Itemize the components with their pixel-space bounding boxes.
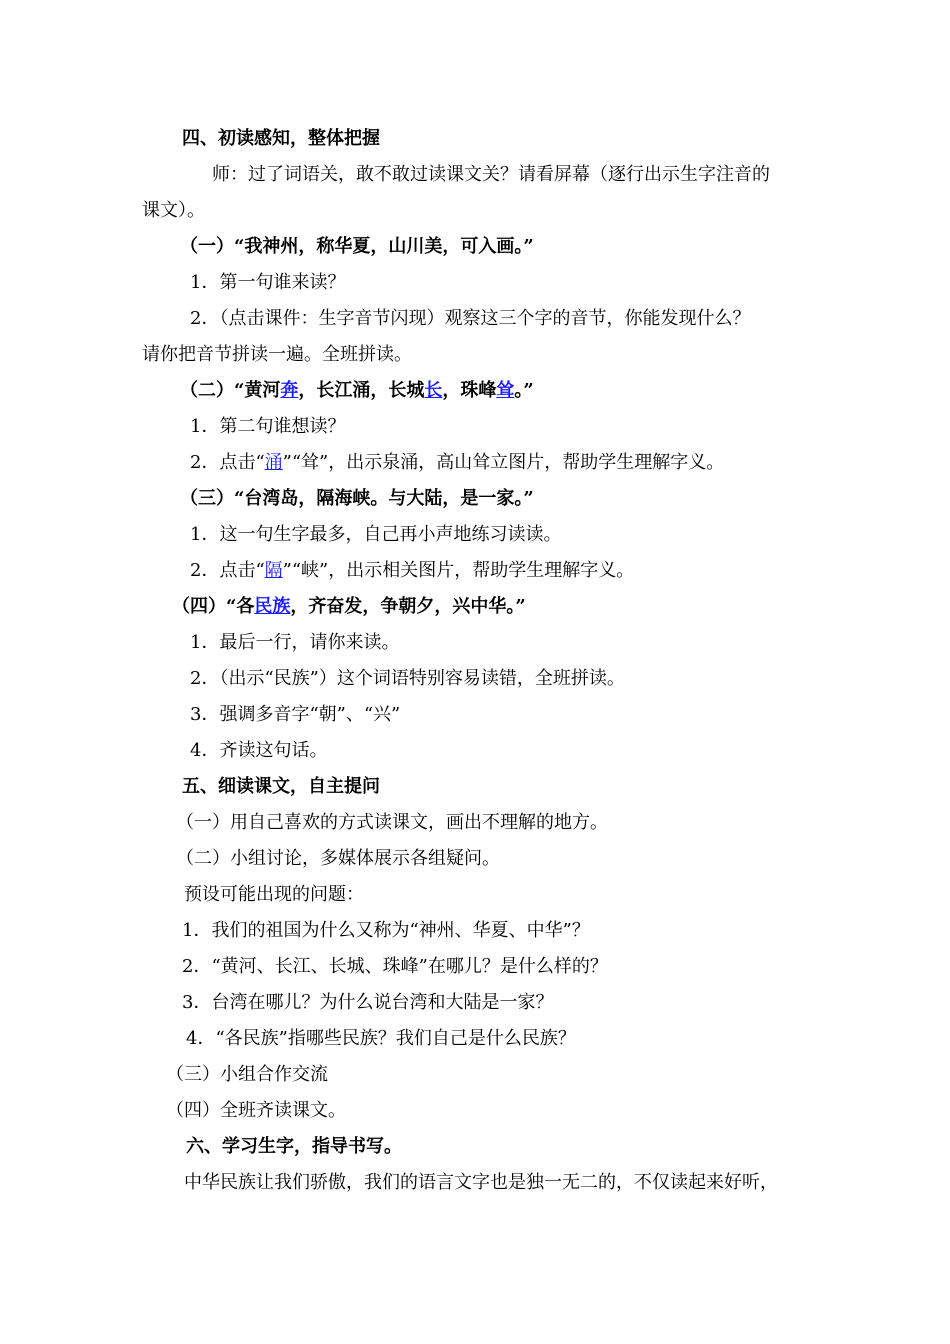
question-3: 3．台湾在哪儿？为什么说台湾和大陆是一家？ <box>182 992 554 1013</box>
section-4-intro: 师：过了词语关，敢不敢过读课文关？请看屏幕（逐行出示生字注音的 <box>212 164 770 185</box>
step-text: ”“峡”，出示相关图片，帮助学生理解字义。 <box>282 560 635 581</box>
section-5-preset: 预设可能出现的问题： <box>184 884 364 905</box>
question-1: 1．我们的祖国为什么又称为“神州、华夏、中华”？ <box>182 920 590 941</box>
question-4: 4．“各民族”指哪些民族？我们自己是什么民族？ <box>186 1028 576 1049</box>
heading-text: （四）“各 <box>172 596 255 617</box>
part-3-heading: （三）“台湾岛，隔海峡。与大陆，是一家。” <box>180 488 534 509</box>
part-4-step-3: 3．强调多音字“朝”、“兴” <box>190 704 401 725</box>
question-2: 2．“黄河、长江、长城、珠峰”在哪儿？是什么样的？ <box>182 956 608 977</box>
link-song[interactable]: 耸 <box>496 380 515 401</box>
step-text: 2．点击“ <box>190 560 265 581</box>
part-3-step-2 <box>190 558 634 584</box>
link-chang[interactable]: 长 <box>424 380 443 401</box>
heading-text: （二）“黄河 <box>180 380 281 401</box>
part-4-step-1: 1．最后一行，请你来读。 <box>190 632 400 653</box>
part-4-heading <box>172 594 526 620</box>
link-minzu[interactable]: 民族 <box>254 596 291 617</box>
heading-text: ，珠峰 <box>442 380 497 401</box>
section-5-item-3: （三）小组合作交流 <box>166 1064 328 1085</box>
link-ge[interactable]: 隔 <box>264 560 283 581</box>
part-4-step-2: 2．（出示“民族”）这个词语特别容易读错，全班拼读。 <box>190 668 625 689</box>
part-4-step-4: 4．齐读这句话。 <box>190 740 328 761</box>
section-5-item-1: （一）用自己喜欢的方式读课文，画出不理解的地方。 <box>176 812 608 833</box>
link-yong[interactable]: 涌 <box>264 452 283 473</box>
section-6-paragraph: 中华民族让我们骄傲，我们的语言文字也是独一无二的，不仅读起来好听， <box>184 1172 778 1193</box>
section-6-title: 六、学习生字，指导书写。 <box>186 1136 402 1157</box>
step-text: 2．点击“ <box>190 452 265 473</box>
link-ben[interactable]: 奔 <box>280 380 299 401</box>
section-4-intro-cont: 课文）。 <box>142 200 205 221</box>
section-5-title: 五、细读课文，自主提问 <box>182 776 380 797</box>
section-5-item-4: （四）全班齐读课文。 <box>166 1100 346 1121</box>
heading-text: ，齐奋发，争朝夕，兴中华。” <box>290 596 526 617</box>
section-4-title: 四、初读感知，整体把握 <box>182 128 380 149</box>
section-5-item-2: （二）小组讨论，多媒体展示各组疑问。 <box>176 848 500 869</box>
part-1-step-2: 2．（点击课件：生字音节闪现）观察这三个字的音节，你能发现什么？ <box>190 308 751 329</box>
part-1-step-2-cont: 请你把音节拼读一遍。全班拼读。 <box>142 344 412 365</box>
step-text: ”“耸”，出示泉涌，高山耸立图片，帮助学生理解字义。 <box>282 452 725 473</box>
part-2-heading <box>180 378 534 404</box>
heading-text: ，长江涌，长城 <box>298 380 425 401</box>
part-1-step-1: 1．第一句谁来读？ <box>190 272 346 293</box>
part-2-step-1: 1．第二句谁想读？ <box>190 416 346 437</box>
part-3-step-1: 1．这一句生字最多，自己再小声地练习读读。 <box>190 524 562 545</box>
part-2-step-2 <box>190 450 724 476</box>
heading-text: 。” <box>514 380 534 401</box>
part-1-heading: （一）“我神州，称华夏，山川美，可入画。” <box>180 236 534 257</box>
